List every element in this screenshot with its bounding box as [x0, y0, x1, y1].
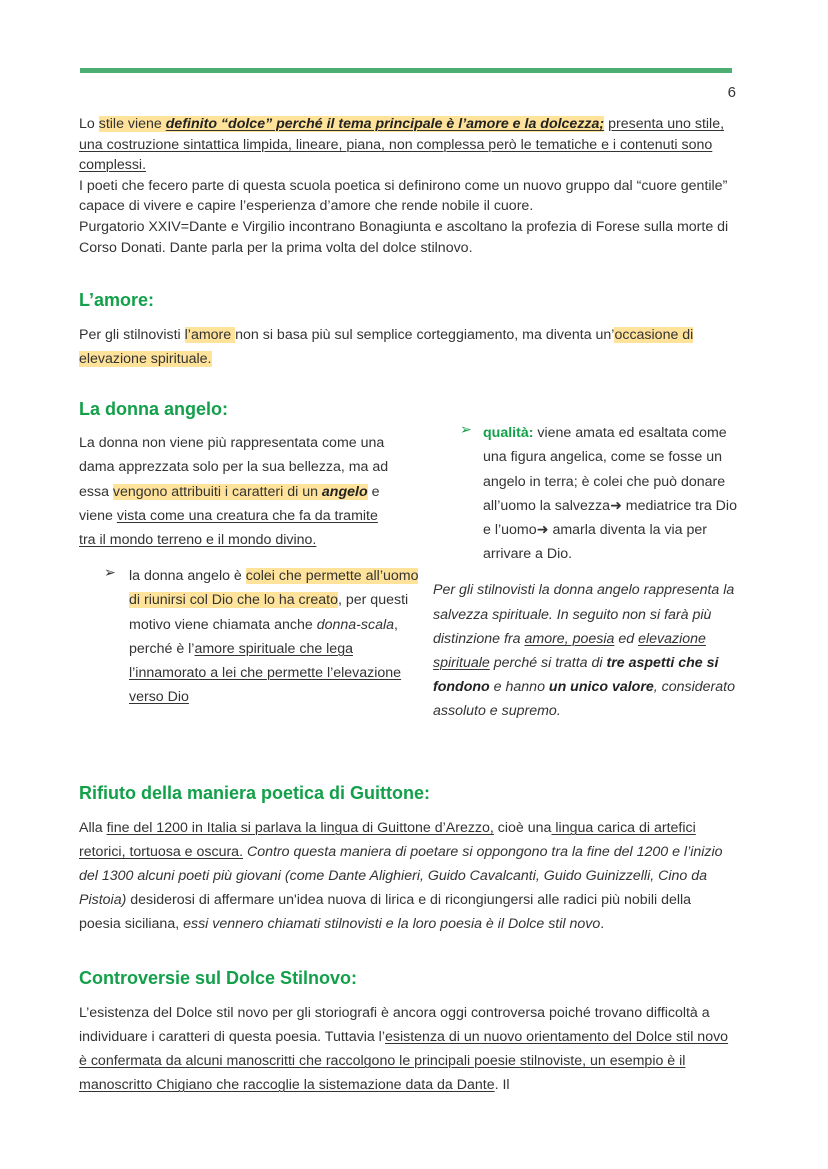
intro-paragraph-3: Purgatorio XXIV=Dante e Virgilio incontrano Bonagiunta e ascoltano la profezia di Forese sulla morte di Corso Donati. Dante parla per la prima volta del dolce stilnovo.	[79, 218, 729, 256]
underlined-text: vista come una creatura che fa da tramite tra il mondo terreno e il mondo divino.	[79, 507, 378, 548]
bold-text: tre aspetti che si fondono	[433, 654, 719, 696]
emphasis: definito “dolce” perché il tema principale è l’amore e la dolcezza;	[165, 116, 605, 132]
heading-donna-angelo: La donna angelo:	[79, 399, 229, 420]
emphasis: essi vennero chiamati stilnovisti e la loro poesia è il Dolce stil novo	[183, 916, 601, 933]
highlight: occasione di elevazione spirituale.	[79, 327, 694, 368]
heading-guittone: Rifiuto della maniera poetica di Guittone:	[79, 783, 431, 804]
underlined-text: fine del 1200 in Italia si parlava la lingua di Guittone d’Arezzo,	[106, 820, 494, 837]
highlight: colei che permette all’uomo di riunirsi col Dio che lo ha creato	[129, 568, 419, 609]
text-run: Alla	[79, 820, 107, 837]
intro-paragraph-2: I poeti che fecero parte di questa scuola poetica si definirono come un nuovo gruppo dal “cuore gentile” capace di vivere e capire l’esperienza d’amore che rende nobile il cuore.	[79, 177, 728, 215]
text-run: .	[600, 916, 605, 933]
emphasis: Contro questa maniera di poetare si oppongono tra la fine del 1200 e l’inizio del 1300 alcuni poeti più giovani (come Dante Alighieri, Guido Cavalcanti, Guido Guinizzelli, Cino da Pistoia)	[79, 844, 723, 909]
highlight-emphasis	[166, 116, 604, 132]
left-column	[79, 431, 419, 709]
highlight: l’amore	[184, 327, 236, 344]
text-run: L’esistenza del Dolce stil novo per gli storiografi è ancora oggi controversa poiché trovano difficoltà a individuare i caratteri di questa poesia. Tuttavia l’	[79, 1005, 710, 1046]
text-run: viene amata ed esaltata come una figura angelica, come se fosse un angelo in terra; è colei che può donare all’uomo la salvezza➜ mediatrice tra Dio e l’uomo➜ amarla diventa la via per arrivare a Dio.	[483, 425, 737, 563]
emphasis: angelo	[321, 483, 368, 500]
text-run: Per gli stilnovisti	[79, 327, 185, 344]
highlight-emphasis	[322, 484, 368, 500]
heading-controversie: Controversie sul Dolce Stilnovo:	[79, 968, 358, 989]
document-body	[79, 114, 737, 1097]
bullet-text	[129, 564, 429, 709]
amore-paragraph	[79, 323, 734, 371]
text-run: non si basa più sul semplice corteggiamento, ma diventa un’	[235, 327, 615, 344]
donna-angelo-columns	[79, 421, 737, 781]
text-run: , considerato assoluto e supremo.	[433, 679, 735, 720]
underlined-text: presenta uno stile, una costruzione sintattica limpida, lineare, piana, non complessa però le tematiche e i contenuti sono complessi.	[79, 116, 725, 174]
header-rule	[80, 68, 732, 73]
underlined-text: elevazione spirituale	[433, 630, 706, 671]
heading-amore: L’amore:	[79, 290, 155, 311]
text-run: Per gli stilnovisti la donna angelo rappresenta la salvezza spirituale. In seguito non si farà più distinzione fra	[433, 582, 735, 647]
text-run: desiderosi di affermare un'idea nuova di lirica e di ricongiungersi alle radici più nobili della poesia siciliana,	[79, 892, 692, 933]
emphasis: donna-scala	[316, 616, 395, 633]
page-number: 6	[727, 84, 736, 101]
bullet-text	[483, 421, 738, 566]
donna-summary	[433, 578, 738, 723]
bullet-item-colei	[79, 564, 429, 709]
text-run: , per questi motivo viene chiamata anche	[129, 592, 409, 633]
controversie-paragraph	[79, 1001, 734, 1097]
guittone-paragraph	[79, 816, 734, 936]
underlined-text: lingua carica di artefici retorici, tortuosa e oscura.	[79, 820, 696, 861]
underlined-text: amore spirituale che lega l’innamorato a lei che permette l’elevazione verso Dio	[129, 640, 402, 706]
highlight: vengono attribuiti i caratteri di un	[112, 483, 322, 500]
underlined-text: amore, poesia	[524, 630, 615, 647]
text-run: Lo	[79, 116, 99, 132]
right-column	[433, 421, 738, 723]
bullet-label: qualità:	[483, 425, 534, 442]
highlight: stile viene	[98, 116, 166, 132]
text-run: ed	[614, 630, 639, 647]
text-run: , perché è l’	[129, 616, 398, 657]
text-run: cioè una	[493, 820, 552, 837]
arrow-bullet-icon: ➢	[460, 421, 472, 438]
text-run: e hanno	[489, 679, 549, 696]
text-run: perché si tratta di	[489, 654, 607, 671]
bullet-item-qualita	[433, 421, 738, 566]
intro-paragraph-1	[79, 114, 734, 176]
donna-paragraph	[79, 431, 389, 552]
underlined-text: esistenza di un nuovo orientamento del Dolce stil novo è confermata da alcuni manoscritti che raccolgono le principali poesie stilnoviste, un esempio è il manoscritto Chigiano che raccoglie la sistemazione data da Dante	[79, 1029, 729, 1094]
text-run: la donna angelo è	[129, 568, 246, 585]
bold-text: un unico valore	[548, 679, 654, 696]
arrow-bullet-icon: ➢	[104, 564, 116, 581]
text-run: La donna non viene più rappresentata come una dama apprezzata solo per la sua bellezza, ma ad essa	[79, 435, 389, 500]
text-run: e viene	[79, 483, 380, 524]
text-run: . Il	[494, 1077, 510, 1094]
